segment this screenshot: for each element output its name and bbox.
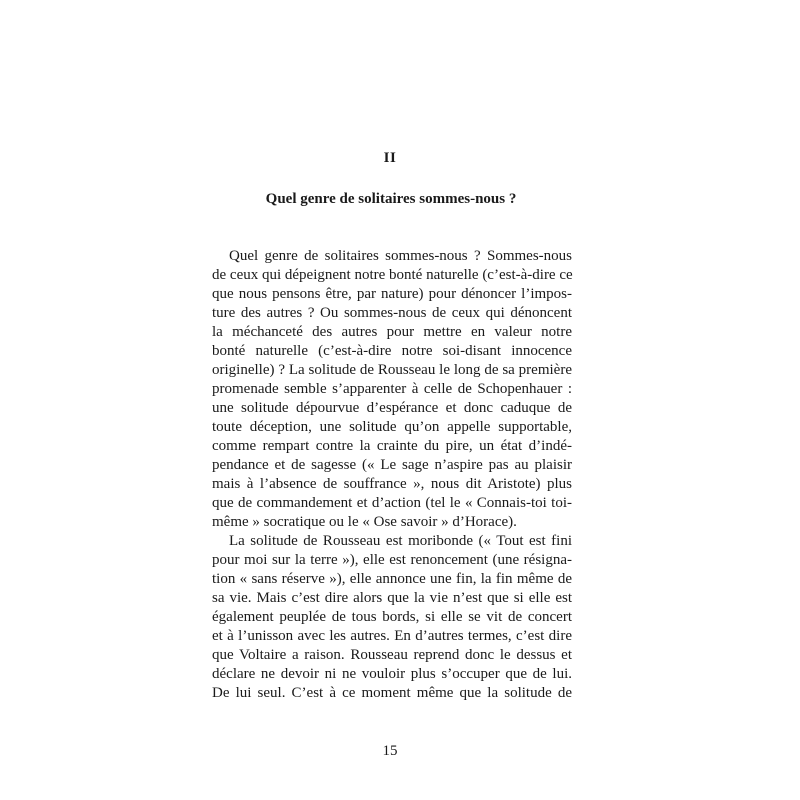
text-line: De lui seul. C’est à ce moment même que la solitude de xyxy=(212,685,572,701)
text-line: promenade semble s’apparenter à celle de Schopenhauer : xyxy=(212,381,572,397)
text-line: la méchanceté des autres pour mettre en valeur notre xyxy=(212,324,572,340)
body-text xyxy=(212,247,572,703)
text-line: également peuplée de tous bords, si elle se vit de concert xyxy=(212,609,572,625)
text-line: originelle) ? La solitude de Rousseau le long de sa première xyxy=(212,362,572,378)
text-line: sa vie. Mais c’est dire alors que la vie n’est que si elle est xyxy=(212,590,572,606)
text-line: que nous pensons être, par nature) pour dénoncer l’impos- xyxy=(212,286,572,302)
chapter-title: Quel genre de solitaires sommes-nous ? xyxy=(265,191,517,207)
text-line: et à l’unisson avec les autres. En d’autres termes, c’est dire xyxy=(212,628,572,644)
text-line: ture des autres ? Ou sommes-nous de ceux qui dénoncent xyxy=(212,305,572,321)
text-line: de ceux qui dépeignent notre bonté naturelle (c’est-à-dire ce xyxy=(212,267,573,283)
page-number: 15 xyxy=(382,743,398,759)
text-line: une solitude dépourvue d’espérance et donc caduque de xyxy=(212,400,572,416)
chapter-number: II xyxy=(383,150,397,166)
text-line: bonté naturelle (c’est-à-dire notre soi-disant innocence xyxy=(212,343,572,359)
text-line: que de commandement et d’action (tel le « Connais-toi toi- xyxy=(212,495,572,511)
text-line: toute déception, une solitude qu’on appelle supportable, xyxy=(212,419,572,435)
text-line: tion « sans réserve »), elle annonce une fin, la fin même de xyxy=(212,571,572,587)
text-line: pour moi sur la terre »), elle est renoncement (une résigna- xyxy=(212,552,572,568)
text-line: comme rempart contre la crainte du pire, un état d’indé- xyxy=(212,438,572,454)
text-line: que Voltaire a raison. Rousseau reprend donc le dessus et xyxy=(212,647,572,663)
text-line: La solitude de Rousseau est moribonde (« Tout est fini xyxy=(229,533,572,549)
text-line: déclare ne devoir ni ne vouloir plus s’occuper que de lui. xyxy=(212,666,572,682)
text-line: mais à l’absence de souffrance », nous dit Aristote) plus xyxy=(212,476,572,492)
text-line: même » socratique ou le « Ose savoir » d’Horace). xyxy=(212,514,517,530)
text-line: Quel genre de solitaires sommes-nous ? Sommes-nous xyxy=(229,248,572,264)
text-line: pendance et de sagesse (« Le sage n’aspire pas au plaisir xyxy=(212,457,572,473)
